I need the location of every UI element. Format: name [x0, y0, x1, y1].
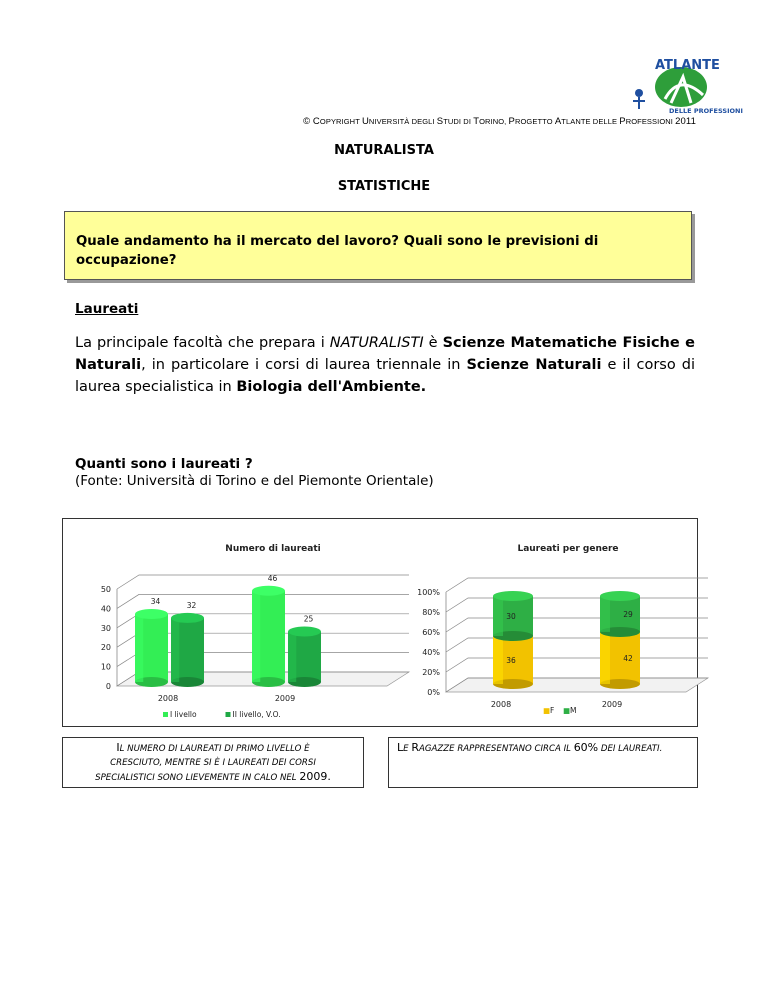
chart-title: Laureati per genere — [517, 544, 619, 554]
quanti-heading: Quanti sono i laureati ? — [75, 456, 253, 472]
x-tick-label: 2008 — [157, 694, 179, 703]
note-text: I — [116, 741, 120, 754]
gridline — [446, 578, 708, 592]
y-tick-label: 10 — [100, 662, 111, 672]
bar-2008-1-top — [171, 613, 204, 623]
para-text: , in particolare i corsi di laurea triennale in — [141, 357, 467, 373]
para-bold: Scienze Naturali — [466, 357, 602, 373]
x-tick-label: 2009 — [601, 700, 623, 709]
legend-swatch-glyph: ■ — [543, 706, 551, 715]
laureati-heading: Laureati — [75, 301, 139, 317]
para-text: La principale facoltà che prepara i — [75, 335, 330, 351]
y-tick-label: 50 — [100, 585, 111, 594]
y-tick-label: 30 — [100, 623, 111, 633]
para-text: è — [423, 335, 443, 351]
question-box — [64, 211, 692, 280]
copyright-part: NIVERSITÀ DEGLI — [368, 117, 437, 126]
charts-svg — [63, 519, 697, 726]
copyright-part: ROGETTO — [514, 117, 555, 126]
legend-label: F — [550, 706, 555, 715]
logo-figure-icon — [635, 89, 643, 97]
logo-text-atlante: ATLANTE — [655, 58, 720, 73]
note-text: 60% — [573, 741, 599, 754]
para-italic: NATURALISTI — [329, 335, 424, 351]
legend-label: M — [570, 706, 577, 715]
laureati-paragraph — [75, 332, 695, 398]
bar-2008-0-highlight — [135, 614, 143, 682]
copyright-part: S — [436, 116, 444, 127]
gridline — [446, 658, 708, 672]
gridline — [446, 638, 708, 652]
y-tick-label: 0 — [105, 682, 111, 691]
note-text: L NUMERO DI LAUREATI DI PRIMO LIVELLO È — [119, 744, 310, 754]
copyright-part: ROFESSIONI — [625, 117, 676, 126]
copyright-part: 2011 — [675, 116, 696, 127]
segment-2008-M-highlight — [493, 596, 503, 636]
logo-text-professioni: DELLE PROFESSIONI — [669, 107, 743, 115]
y-tick-label: 100% — [417, 588, 440, 597]
bar-2008-1-highlight — [171, 618, 179, 682]
copyright-line — [0, 116, 696, 127]
chart-floor — [446, 678, 708, 692]
atlante-logo — [617, 55, 743, 115]
bar-2009-1-top — [288, 627, 321, 637]
data-label: 29 — [623, 609, 633, 619]
legend-swatch — [163, 712, 168, 717]
question-text: Quale andamento ha il mercato del lavoro? Quali sono le previsioni di occupazione? — [76, 234, 599, 268]
logo-green-oval — [655, 67, 707, 107]
copyright-part: © C — [303, 116, 320, 127]
x-tick-label: 2008 — [490, 700, 512, 709]
data-label: 30 — [506, 612, 516, 621]
y-tick-label: 0% — [427, 688, 440, 697]
data-label: 46 — [267, 573, 278, 583]
bar-2008-0-top — [135, 609, 168, 619]
note-text: CRESCIUTO, MENTRE SI È I LAUREATI DEI CORSI — [110, 758, 316, 768]
para-bold: Biologia dell'Ambiente. — [236, 379, 427, 395]
segment-2009-F-highlight — [600, 632, 610, 684]
y-tick-label: 40% — [422, 648, 440, 657]
gridline — [446, 598, 708, 612]
y-tick-label: 80% — [422, 608, 440, 617]
segment-2009-M-highlight — [600, 596, 610, 632]
legend-swatch — [226, 712, 231, 717]
x-tick-label: 2009 — [274, 694, 296, 703]
y-tick-label: 60% — [422, 628, 440, 637]
note-right — [388, 737, 698, 788]
note-text: L — [397, 741, 404, 754]
y-tick-label: 40 — [100, 604, 111, 614]
copyright-part: P — [508, 116, 515, 127]
segment-2008-M-top — [493, 591, 533, 601]
copyright-part: P — [619, 116, 626, 127]
note-text: E — [403, 744, 412, 754]
bar-2009-0-top — [252, 586, 285, 596]
bar-2009-1-highlight — [288, 632, 296, 683]
data-label: 25 — [303, 614, 314, 624]
note-text: 2009. — [299, 770, 331, 783]
data-label: 36 — [506, 656, 516, 665]
copyright-part: TLANTE DELLE — [561, 117, 620, 126]
section-title: STATISTICHE — [337, 179, 431, 194]
legend-label: I livello — [170, 710, 197, 719]
data-label: 42 — [623, 653, 633, 663]
copyright-part: ORINO, — [479, 117, 509, 126]
y-tick-label: 20 — [100, 643, 111, 653]
copyright-part: U — [361, 116, 369, 127]
note-text: DEI LAUREATI. — [598, 744, 663, 754]
data-label: 34 — [150, 597, 161, 607]
data-label: 32 — [186, 600, 197, 610]
note-text: R — [411, 741, 419, 754]
legend-label: II livello, V.O. — [232, 710, 281, 719]
y-tick-label: 20% — [422, 668, 440, 677]
note-text: SPECIALISTICI SONO LIEVEMENTE IN CALO NEL — [95, 773, 300, 783]
segment-2008-F-highlight — [493, 636, 503, 684]
source-line: (Fonte: Università di Torino e del Piemonte Orientale) — [75, 473, 434, 489]
copyright-part: OPYRIGHT — [319, 117, 362, 126]
profession-title: NATURALISTA — [334, 143, 434, 158]
note-left — [62, 737, 364, 788]
copyright-part: TUDI DI — [443, 117, 474, 126]
chart-title: Numero di laureati — [225, 544, 321, 554]
bar-2009-0-highlight — [252, 591, 260, 682]
copyright-part: T — [473, 116, 480, 127]
note-text: AGAZZE RAPPRESENTANO CIRCA IL — [418, 744, 574, 754]
segment-2009-M-top — [600, 591, 640, 601]
gridline — [446, 618, 708, 632]
copyright-part: A — [554, 116, 562, 127]
charts-container — [62, 518, 698, 727]
para-bold: Scienze Matematiche Fisiche e Naturali — [75, 335, 695, 373]
para-text: e il corso di laurea specialistica in — [75, 357, 695, 395]
legend-swatch-glyph: ■ — [563, 706, 571, 715]
